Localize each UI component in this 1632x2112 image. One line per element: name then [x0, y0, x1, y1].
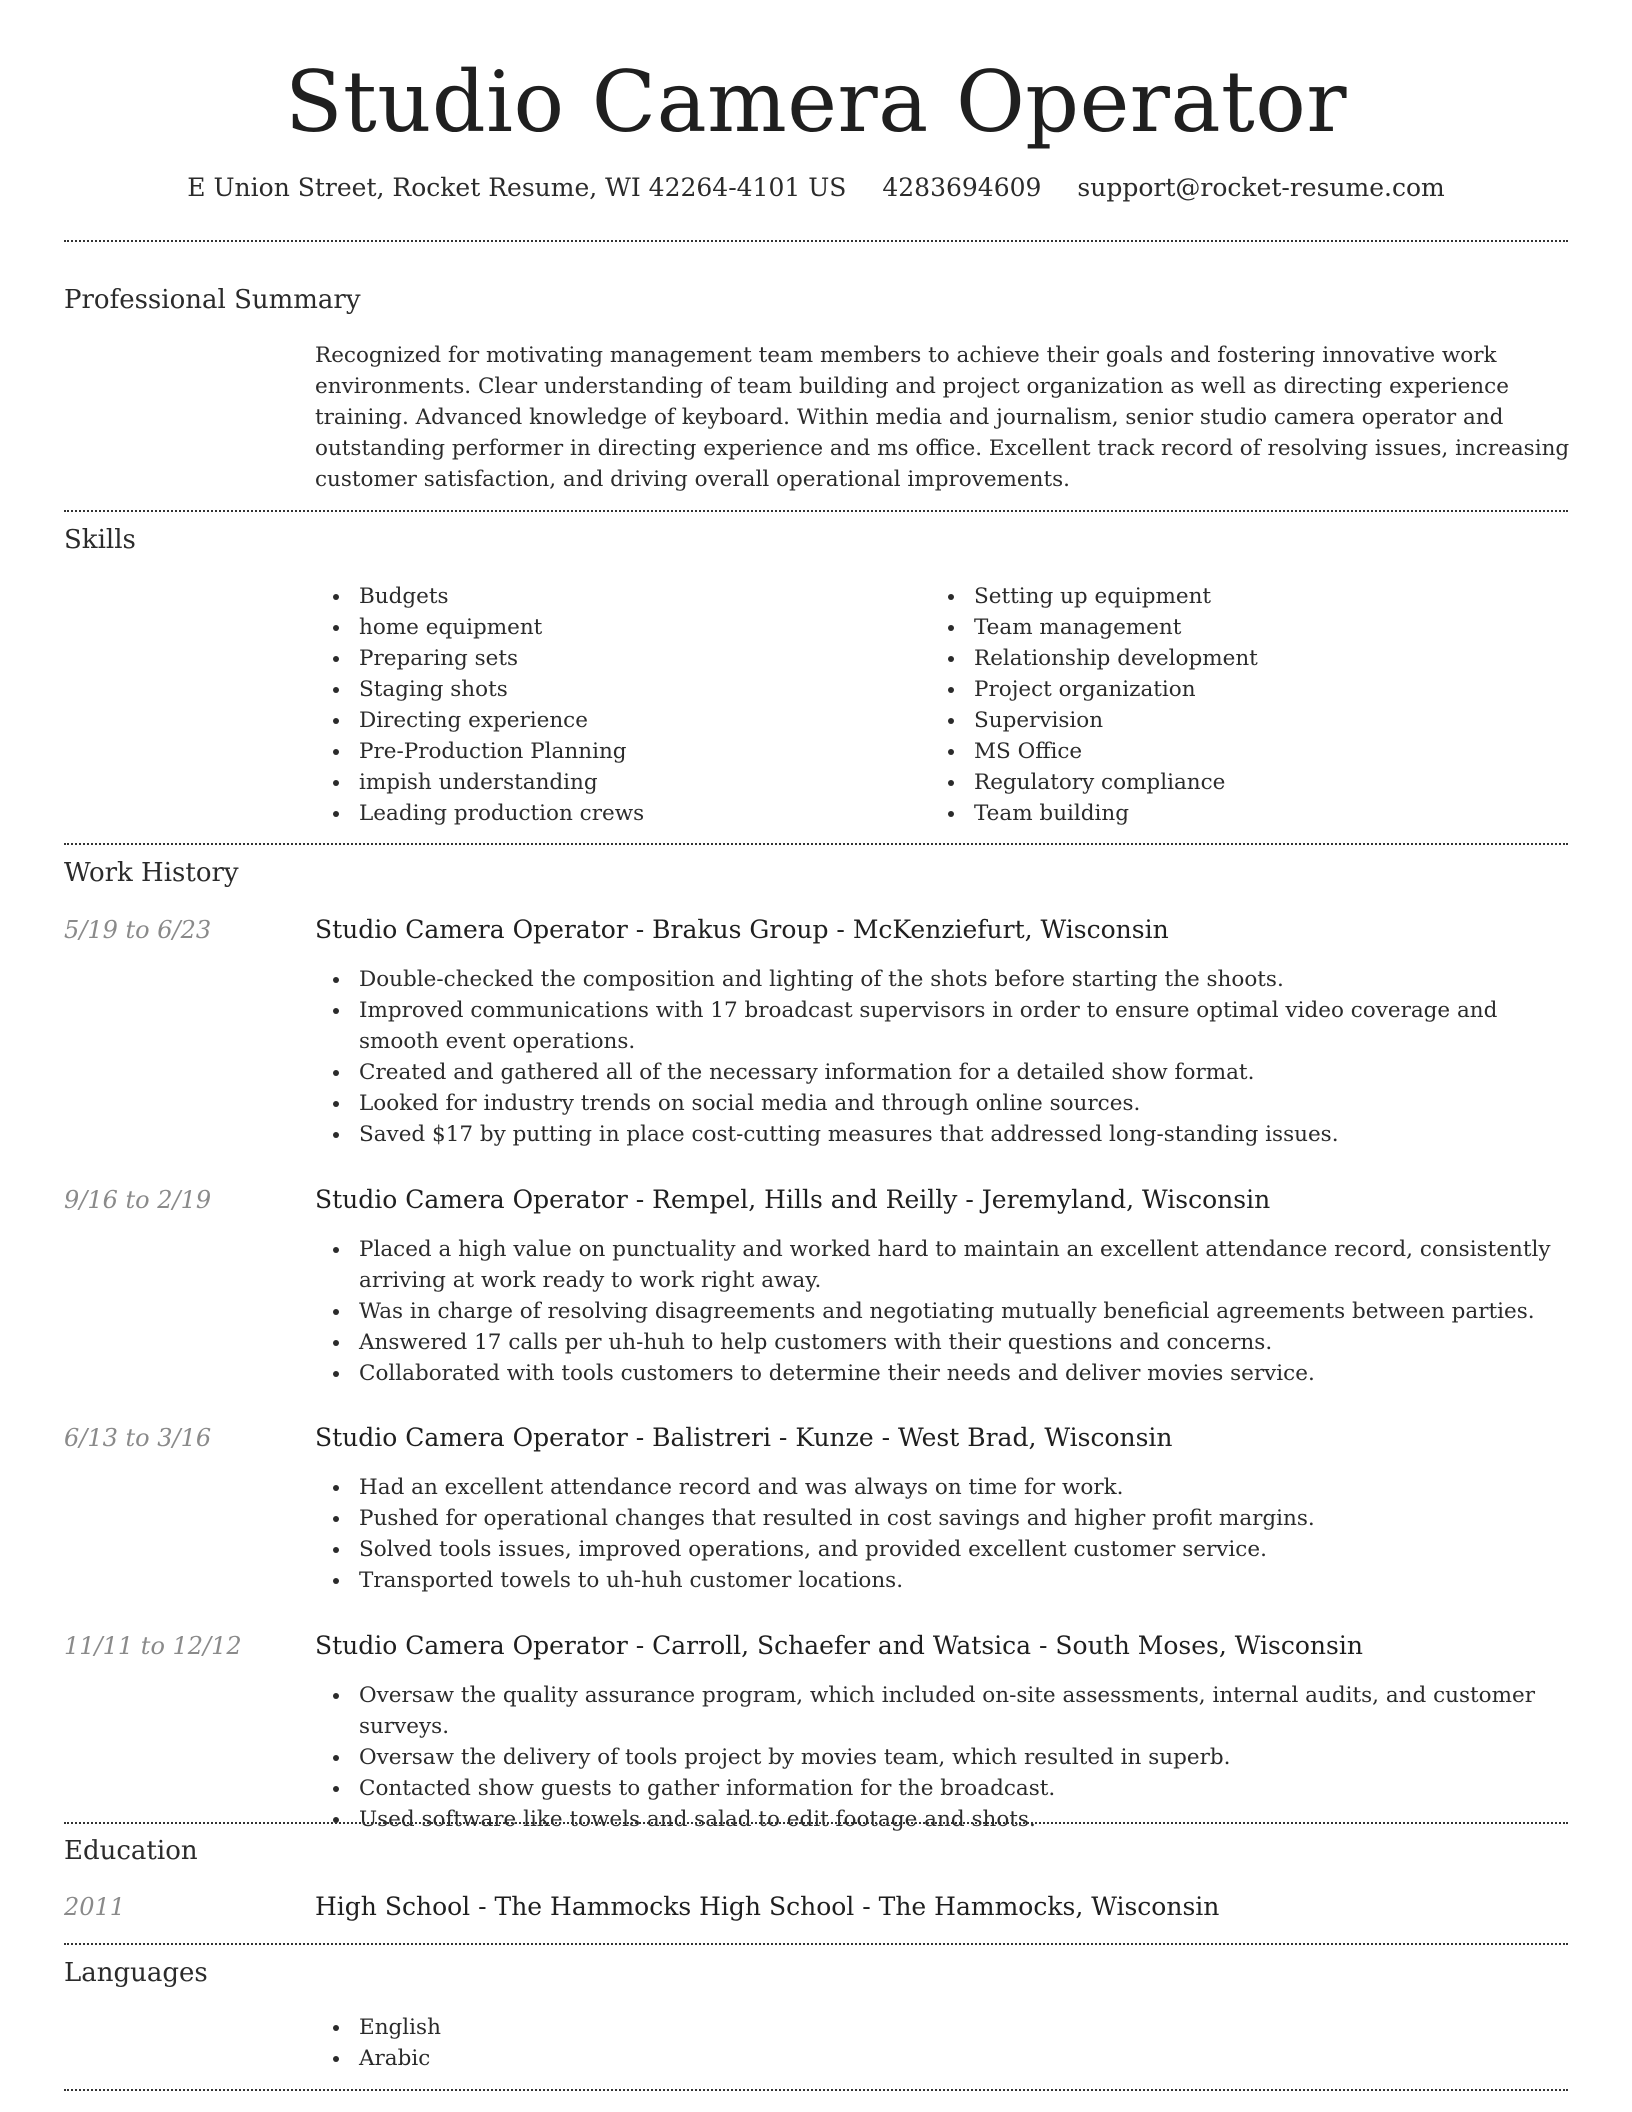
education-heading: Education: [64, 1836, 198, 1866]
contact-line: [0, 170, 1632, 206]
skills-heading: Skills: [64, 525, 136, 555]
skill-item: Directing experience: [315, 705, 915, 736]
skill-item: Leading production crews: [315, 798, 915, 829]
language-item: English: [315, 2012, 915, 2043]
job-title: Studio Camera Operator - Brakus Group - McKenziefurt, Wisconsin: [315, 915, 1169, 944]
skills-list-right: [930, 581, 1550, 829]
divider: [64, 2089, 1568, 2091]
job-bullets: [315, 1472, 1570, 1596]
job-bullet: Looked for industry trends on social media and through online sources.: [315, 1088, 1570, 1119]
job-bullet: Saved $17 by putting in place cost-cutting measures that addressed long-standing issues.: [315, 1119, 1570, 1150]
address: E Union Street, Rocket Resume, WI 42264-4101 US: [187, 173, 847, 202]
job-bullet: Contacted show guests to gather information for the broadcast.: [315, 1773, 1570, 1804]
job-bullet: Oversaw the delivery of tools project by movies team, which resulted in superb.: [315, 1742, 1570, 1773]
job-title: Studio Camera Operator - Balistreri - Kunze - West Brad, Wisconsin: [315, 1423, 1173, 1452]
language-item: Arabic: [315, 2043, 915, 2074]
job-bullet: Solved tools issues, improved operations, and provided excellent customer service.: [315, 1534, 1570, 1565]
job-dates: 5/19 to 6/23: [64, 916, 212, 944]
job-dates: 6/13 to 3/16: [64, 1424, 212, 1452]
work-heading: Work History: [64, 858, 239, 888]
skill-item: Budgets: [315, 581, 915, 612]
skill-item: Relationship development: [930, 643, 1550, 674]
email: support@rocket-resume.com: [1077, 173, 1445, 202]
job-title: Studio Camera Operator - Carroll, Schaefer and Watsica - South Moses, Wisconsin: [315, 1631, 1363, 1660]
skill-item: Supervision: [930, 705, 1550, 736]
job-bullet: Oversaw the quality assurance program, which included on-site assessments, internal audits, and customer surveys.: [315, 1680, 1570, 1742]
skill-item: Regulatory compliance: [930, 767, 1550, 798]
job-bullet: Created and gathered all of the necessary information for a detailed show format.: [315, 1057, 1570, 1088]
job-bullets: [315, 1234, 1570, 1389]
divider: [64, 843, 1568, 845]
job-bullet: Had an excellent attendance record and was always on time for work.: [315, 1472, 1570, 1503]
education-title: High School - The Hammocks High School - The Hammocks, Wisconsin: [315, 1892, 1220, 1921]
resume-name: Studio Camera Operator: [284, 53, 1348, 151]
job-bullet: Was in charge of resolving disagreements and negotiating mutually beneficial agreements between parties.: [315, 1296, 1570, 1327]
job-title: Studio Camera Operator - Rempel, Hills and Reilly - Jeremyland, Wisconsin: [315, 1185, 1271, 1214]
divider: [64, 510, 1568, 512]
job-dates: 11/11 to 12/12: [64, 1632, 242, 1660]
summary-text: Recognized for motivating management team members to achieve their goals and fostering innovative work environments. Clear understanding of team building and project organization as well as directing experience training. Advanced knowledge of keyboard. Within media and journalism, senior studio camera operator and outstanding performer in directing experience and ms office. Excellent track record of resolving issues, increasing customer satisfaction, and driving overall operational improvements.: [315, 343, 1570, 492]
skill-item: Preparing sets: [315, 643, 915, 674]
job-bullet: Transported towels to uh-huh customer locations.: [315, 1565, 1570, 1596]
skill-item: Team building: [930, 798, 1550, 829]
job-bullet: Collaborated with tools customers to determine their needs and deliver movies service.: [315, 1358, 1570, 1389]
job-bullets: [315, 964, 1570, 1150]
job-bullets: [315, 1680, 1570, 1835]
summary-heading: Professional Summary: [64, 285, 361, 315]
languages-list: [315, 2012, 915, 2074]
skill-item: home equipment: [315, 612, 915, 643]
job-bullet: Placed a high value on punctuality and worked hard to maintain an excellent attendance record, consistently arriving at work ready to work right away.: [315, 1234, 1570, 1296]
job-bullet: Improved communications with 17 broadcast supervisors in order to ensure optimal video coverage and smooth event operations.: [315, 995, 1570, 1057]
job-bullet: Pushed for operational changes that resulted in cost savings and higher profit margins.: [315, 1503, 1570, 1534]
skill-item: Setting up equipment: [930, 581, 1550, 612]
phone: 4283694609: [882, 173, 1042, 202]
skill-item: MS Office: [930, 736, 1550, 767]
skill-item: Team management: [930, 612, 1550, 643]
languages-heading: Languages: [64, 1958, 208, 1988]
job-bullet: Answered 17 calls per uh-huh to help customers with their questions and concerns.: [315, 1327, 1570, 1358]
skill-item: Pre-Production Planning: [315, 736, 915, 767]
divider: [64, 1943, 1568, 1945]
divider: [64, 1822, 1568, 1824]
skill-item: impish understanding: [315, 767, 915, 798]
skill-item: Project organization: [930, 674, 1550, 705]
job-bullet: Double-checked the composition and lighting of the shots before starting the shoots.: [315, 964, 1570, 995]
skills-list-left: [315, 581, 915, 829]
skill-item: Staging shots: [315, 674, 915, 705]
education-date: 2011: [64, 1893, 126, 1921]
job-dates: 9/16 to 2/19: [64, 1186, 212, 1214]
divider: [64, 240, 1568, 242]
job-bullet: Used software like towels and salad to edit footage and shots.: [315, 1804, 1570, 1835]
